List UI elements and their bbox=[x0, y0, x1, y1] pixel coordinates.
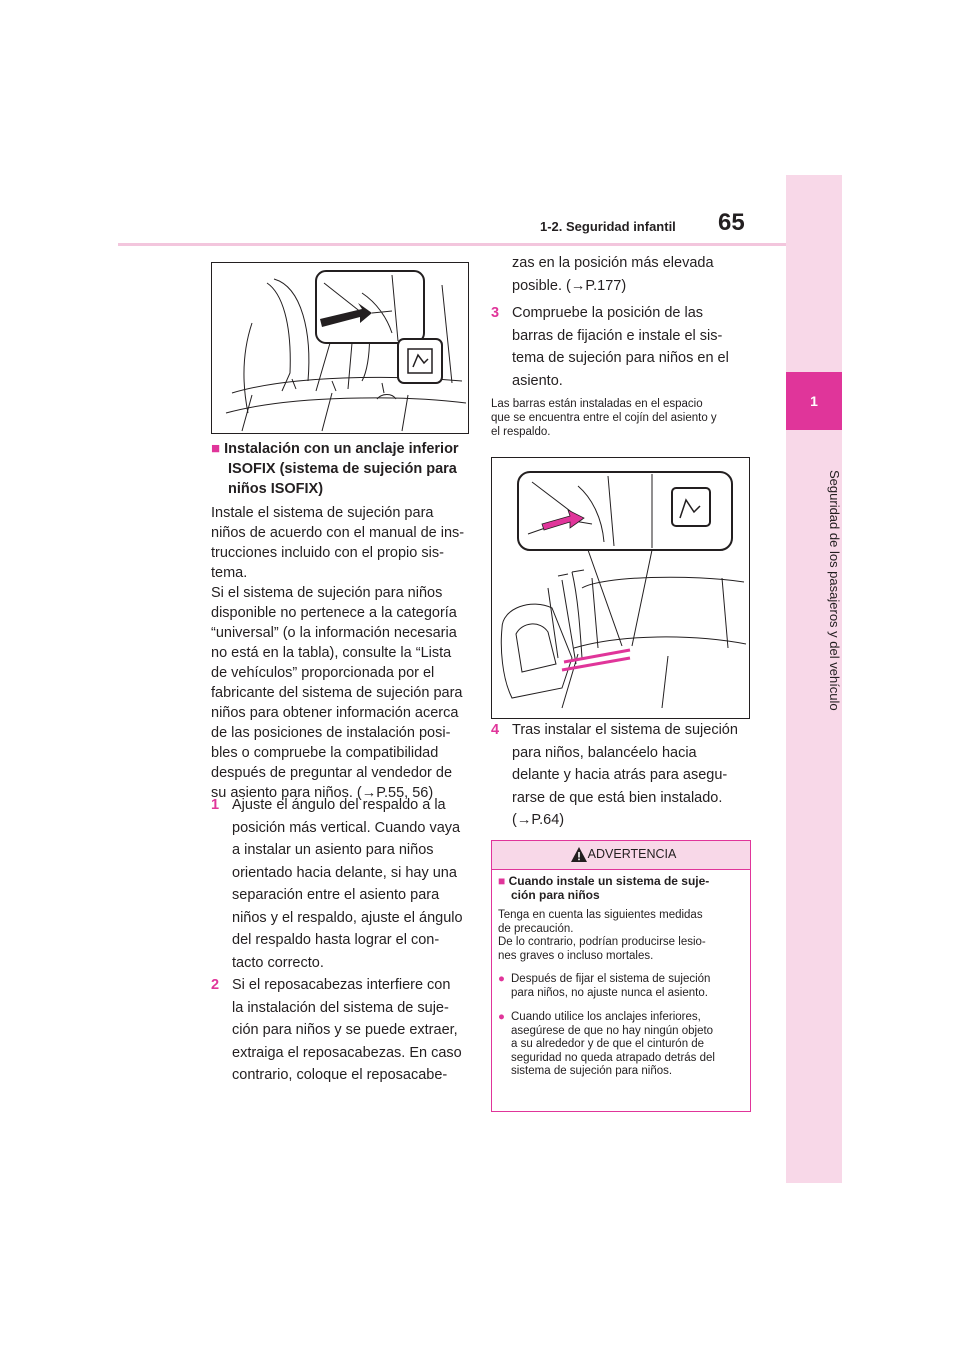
step-number: 3 bbox=[491, 305, 500, 321]
step-line: a instalar un asiento para niños bbox=[232, 842, 434, 858]
warning-item-line: sistema de sujeción para niños. bbox=[511, 1065, 673, 1077]
heading-square-icon: ■ bbox=[211, 440, 221, 457]
step-line: zas en la posición más elevada bbox=[512, 255, 714, 271]
warning-intro-line: de precaución. bbox=[498, 922, 574, 935]
rear-seat-illustration bbox=[212, 263, 468, 433]
step-line: rarse de que está bien instalado. bbox=[512, 789, 723, 806]
paragraph-line: “universal” (o la información necesaria bbox=[211, 625, 457, 641]
paragraph-line: de las posiciones de instalación posi- bbox=[211, 725, 451, 741]
section-title: 1-2. Seguridad infantil bbox=[540, 219, 676, 234]
paragraph-line: no está en la tabla), consulte la “Lista bbox=[211, 645, 452, 661]
warning-item-line: seguridad no queda atrapado detrás del bbox=[511, 1051, 715, 1064]
warning-box bbox=[491, 840, 751, 1112]
warning-heading-line: ción para niños bbox=[511, 887, 600, 902]
paragraph-line: tema. bbox=[211, 565, 248, 581]
paragraph-line: Si el sistema de sujeción para niños bbox=[211, 585, 443, 601]
step-line: ción para niños y se puede extraer, bbox=[232, 1022, 458, 1038]
warning-intro-line: De lo contrario, podrían producirse lesio- bbox=[498, 936, 706, 948]
step-line: niños y el respaldo, ajuste el ángulo bbox=[232, 909, 463, 926]
warning-title: ADVERTENCIA bbox=[587, 847, 677, 861]
step-line: Si el reposacabezas interfiere con bbox=[232, 977, 451, 993]
paragraph-line: su asiento para niños. (→P.55, 56) bbox=[211, 785, 434, 801]
note-line: el respaldo. bbox=[491, 426, 551, 438]
warning-item-1 bbox=[498, 973, 746, 1000]
note-line: Las barras están instaladas en el espacio bbox=[491, 398, 703, 410]
paragraph-line: después de preguntar al vendedor de bbox=[211, 765, 453, 781]
step-line: Ajuste el ángulo del respaldo a la bbox=[232, 797, 446, 813]
warning-item-line: asegúrese de que no hay ningún objeto bbox=[511, 1024, 714, 1037]
paragraph-line: bles o compruebe la compatibilidad bbox=[211, 745, 439, 761]
step-line: del respaldo hasta lograr el con- bbox=[232, 932, 440, 948]
warning-item-line: Cuando utilice los anclajes inferiores, bbox=[511, 1011, 701, 1023]
step-line: posible. (→P.177) bbox=[512, 277, 627, 294]
step-2 bbox=[211, 974, 476, 1087]
warning-item-line: Después de fijar el sistema de sujeción bbox=[511, 973, 711, 985]
warning-header bbox=[492, 841, 750, 870]
step-line: Tras instalar el sistema de sujeción bbox=[512, 722, 738, 738]
heading-line: Instalación con un anclaje inferior bbox=[224, 441, 459, 457]
warning-item-2 bbox=[498, 1011, 746, 1079]
paragraph-line: niños de acuerdo con el manual de ins- bbox=[211, 525, 465, 541]
step-number: 1 bbox=[211, 797, 220, 813]
paragraph-line: de vehículos” proporcionada por el bbox=[211, 665, 435, 681]
step-3 bbox=[491, 302, 751, 392]
bullet-icon: ● bbox=[498, 1011, 505, 1023]
header-rule bbox=[118, 243, 842, 246]
step-line: la instalación del sistema de suje- bbox=[232, 999, 449, 1016]
paragraph-line: Instale el sistema de sujeción para bbox=[211, 505, 434, 521]
paragraph-line: disponible no pertenece a la categoría bbox=[211, 605, 457, 621]
step-line: delante y hacia atrás para asegu- bbox=[512, 767, 728, 783]
intro-paragraph bbox=[211, 503, 476, 803]
note-text bbox=[491, 397, 751, 439]
step-line: orientado hacia delante, si hay una bbox=[232, 864, 457, 881]
warning-intro bbox=[498, 909, 746, 963]
warning-item-line: para niños, no ajuste nunca el asiento. bbox=[511, 986, 708, 999]
step-line: posición más vertical. Cuando vaya bbox=[232, 819, 461, 836]
step-line: barras de fijación e instale el sis- bbox=[512, 327, 723, 344]
step-4 bbox=[491, 719, 751, 832]
heading-line: niños ISOFIX) bbox=[228, 481, 324, 497]
chapter-title-vertical bbox=[786, 450, 842, 730]
step-1 bbox=[211, 794, 476, 974]
figure-child-seat-installation bbox=[491, 457, 750, 719]
step-line: separación entre el asiento para bbox=[232, 887, 440, 903]
step-line: (→P.64) bbox=[512, 812, 565, 828]
note-line: que se encuentra entre el cojín del asiento y bbox=[491, 412, 717, 424]
warning-intro-line: Tenga en cuenta las siguientes medidas bbox=[498, 909, 703, 921]
step-line: tacto correcto. bbox=[232, 954, 324, 971]
paragraph-line: fabricante del sistema de sujeción para bbox=[211, 685, 463, 701]
step-line: para niños, balancéelo hacia bbox=[512, 744, 697, 761]
section-heading bbox=[211, 439, 471, 499]
page-number: 65 bbox=[718, 209, 745, 236]
step-line: tema de sujeción para niños en el bbox=[512, 350, 729, 366]
warning-heading-line: Cuando instale un sistema de suje- bbox=[508, 874, 710, 888]
warning-heading bbox=[498, 875, 746, 902]
warning-item-line: a su alrededor y de que el cinturón de bbox=[511, 1038, 705, 1050]
warning-intro-line: nes graves o incluso mortales. bbox=[498, 949, 654, 962]
heading-line: ISOFIX (sistema de sujeción para bbox=[228, 461, 457, 477]
step-number: 4 bbox=[491, 722, 500, 738]
step-line: extraiga el reposacabezas. En caso bbox=[232, 1044, 462, 1061]
paragraph-line: niños para obtener información acerca bbox=[211, 705, 459, 721]
step-2-continued bbox=[491, 252, 751, 297]
bullet-icon: ● bbox=[498, 973, 505, 985]
step-line: contrario, coloque el reposacabe- bbox=[232, 1067, 448, 1083]
heading-square-icon: ■ bbox=[498, 874, 506, 888]
chapter-tab: 1 bbox=[786, 372, 842, 430]
figure-rear-seat-anchors bbox=[211, 262, 469, 434]
step-number: 2 bbox=[211, 977, 220, 993]
chapter-title-text: Seguridad de los pasajeros y del vehículo bbox=[827, 469, 842, 711]
paragraph-line: trucciones incluido con el propio sis- bbox=[211, 545, 444, 561]
child-seat-illustration bbox=[492, 458, 749, 718]
step-line: asiento. bbox=[512, 372, 563, 389]
step-line: Compruebe la posición de las bbox=[512, 305, 704, 321]
